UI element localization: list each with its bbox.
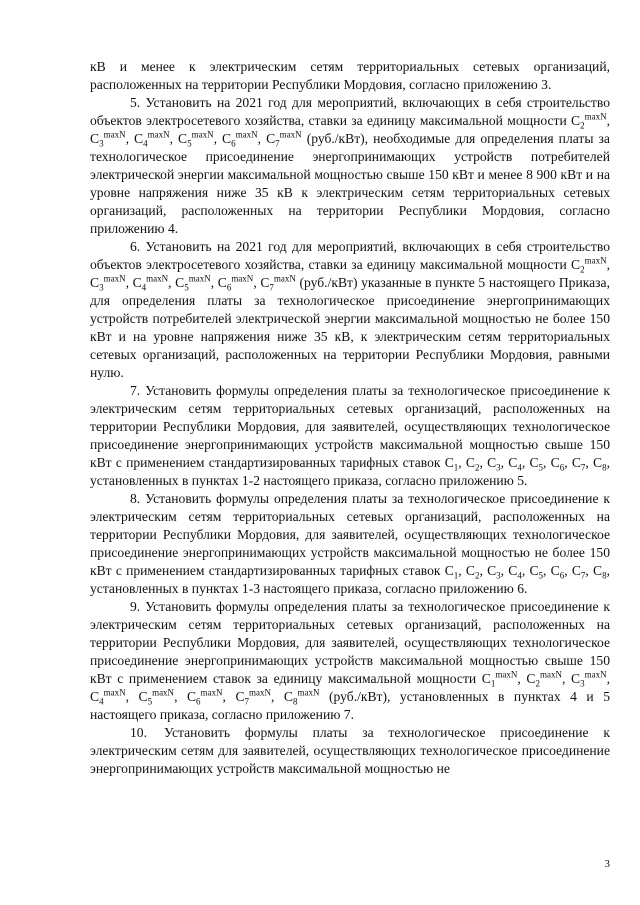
document-body — [90, 58, 610, 778]
paragraph-10 — [90, 724, 610, 778]
paragraph-5: 5. Установить на 2021 год для мероприятий, включающих в себя строительство объектов электросетевого хозяйства, ставки за единицу максимальной мощности $C_2^{maxN}$, $C_3^{maxN}$, $C_4^{maxN}$, $C_5^{maxN}$, $C_6^{maxN}$, $C_7^{maxN}$ (руб./кВт), необходимые для определения платы за технологическое присоединение энергопринимающих устройств потребителей электрической энергии максимальной мощностью свыше 150 кВт и менее 8 900 кВт и на уровне напряжения ниже 35 кВ к электрическим сетям территориальных сетевых организаций, расположенных на территории Республики Мордовия, согласно приложению 4. — [90, 95, 610, 236]
paragraph-continuation: кВ и менее к электрическим сетям территориальных сетевых организаций, расположенных на территории Республики Мордовия, согласно приложению 3. — [90, 59, 610, 92]
paragraph-10-text: Установить формулы платы за технологическое присоединение к электрическим сетям для заявителей, осуществляющих технологическое присоединение энергопринимающих устройств максимальной мощностью не — [90, 725, 610, 776]
paragraph-7: 7. Установить формулы определения платы за технологическое присоединение к электрическим сетям территориальных сетевых организаций, расположенных на территории Республики Мордовия, для заявителей, осуществляющих технологическое присоединение энергопринимающих устройств максимальной мощностью свыше 150 кВт с применением стандартизированных тарифных ставок $C_1$, $C_2$, $C_3$, $C_4$, $C_5$, $C_6$, $C_7$, $C_8$, установленных в пунктах 1-2 настоящего приказа, согласно приложению 5. — [90, 383, 611, 488]
paragraph-9: 9. Установить формулы определения платы за технологическое присоединение к электрическим сетям территориальных сетевых организаций, расположенных на территории Республики Мордовия, для заявителей, осуществляющих технологическое присоединение энергопринимающих устройств максимальной мощностью свыше 150 кВт с применением ставок за единицу максимальной мощности $C_1^{maxN}$, $C_2^{maxN}$, $C_3^{maxN}$, $C_4^{maxN}$, $C_5^{maxN}$, $C_6^{maxN}$, $C_7^{maxN}$, $C_8^{maxN}$ (руб./кВт), установленных в пунктах 4 и 5 настоящего приказа, согласно приложению 7. — [90, 599, 611, 722]
paragraph-10-number: 10. — [130, 725, 147, 740]
paragraph-8: 8. Установить формулы определения платы за технологическое присоединение к электрическим сетям территориальных сетевых организаций, расположенных на территории Республики Мордовия, для заявителей, осуществляющих технологическое присоединение энергопринимающих устройств максимальной мощностью не более 150 кВт с применением стандартизированных тарифных ставок $C_1$, $C_2$, $C_3$, $C_4$, $C_5$, $C_6$, $C_7$, $C_8$, установленных в пунктах 1-3 настоящего приказа, согласно приложению 6. — [90, 491, 611, 596]
paragraph-6: 6. Установить на 2021 год для мероприятий, включающих в себя строительство объектов электросетевого хозяйства, ставки за единицу максимальной мощности $C_2^{maxN}$, $C_3^{maxN}$, $C_4^{maxN}$, $C_5^{maxN}$, $C_6^{maxN}$, $C_7^{maxN}$ (руб./кВт) указанные в пункте 5 настоящего Приказа, для определения платы за технологическое присоединение энергопринимающих устройств потребителей электрической энергии максимальной мощностью не более 150 кВт и на уровне напряжения ниже 35 кВ, к электрическим сетям территориальных сетевых организаций, расположенных на территории Республики Мордовия, равными нулю. — [90, 239, 610, 380]
page-number: 3 — [604, 858, 610, 870]
